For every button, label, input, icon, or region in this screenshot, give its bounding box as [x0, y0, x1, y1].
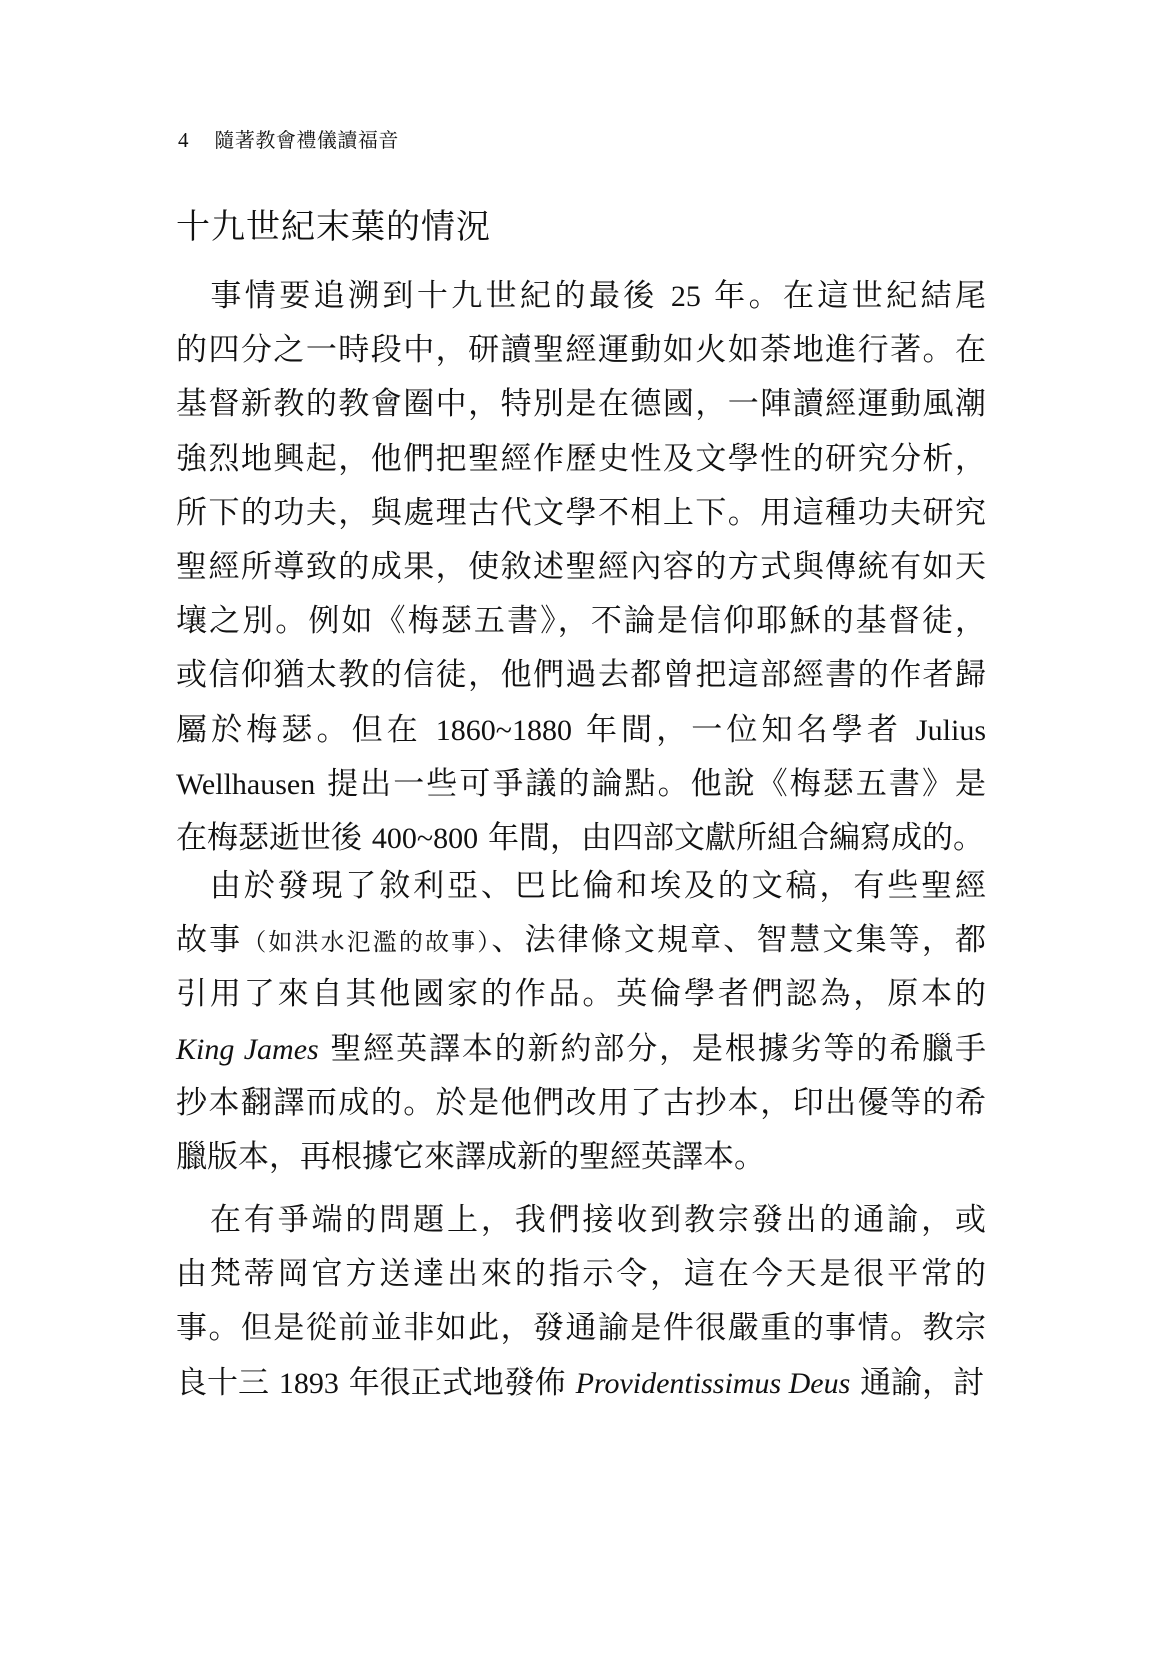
- text-segment: 壤之別。例如《梅瑟五書》，不論是信仰耶穌的基督徒，: [176, 603, 986, 640]
- running-header: [178, 128, 399, 152]
- text-line: [176, 912, 986, 968]
- text-segment: 通諭，討: [850, 1364, 985, 1401]
- text-line: [176, 858, 986, 914]
- text-segment: 基督新教的教會圈中，特別是在德國，一陣讀經運動風潮: [176, 386, 986, 423]
- text-segment: 事。但是從前並非如此，發通諭是件很嚴重的事情。教宗: [176, 1310, 986, 1347]
- text-segment: 強烈地興起，他們把聖經作歷史性及文學性的研究分析，: [176, 440, 986, 477]
- text-segment: 或信仰猶太教的信徒，他們過去都曾把這部經書的作者歸: [176, 657, 986, 694]
- text-segment: 在有爭端的問題上，我們接收到教宗發出的通諭，或: [176, 1202, 986, 1238]
- text-line: [176, 1129, 986, 1185]
- text-segment: 年間，由四部文獻所組合編寫成的。: [478, 820, 984, 856]
- text-segment: 臘版本，再根據它來譯成新的聖經英譯本。: [176, 1139, 765, 1175]
- text-segment: 所下的功夫，與處理古代文學不相上下。用這種功夫研究: [176, 494, 986, 531]
- text-line: [176, 702, 986, 758]
- text-line: [176, 1246, 986, 1302]
- text-segment: 抄本翻譯而成的。於是他們改用了古抄本，印出優等的希: [176, 1084, 986, 1121]
- text-segment: 屬於梅瑟。但在: [176, 711, 436, 748]
- text-line: [176, 593, 986, 649]
- text-segment: 、法律條文規章、智慧文集等，都: [491, 922, 987, 959]
- text-segment: 良十三: [176, 1364, 279, 1401]
- text-segment: 的四分之一時段中，研讀聖經運動如火如荼地進行著。在: [176, 332, 986, 369]
- text-segment: 故事: [176, 922, 243, 959]
- italic-title: Providentissimus Deus: [575, 1366, 851, 1400]
- latin-text: Julius: [915, 713, 986, 747]
- text-segment: 聖經英譯本的新約部分，是根據劣等的希臘手: [318, 1030, 986, 1067]
- text-segment: 年。在這世紀結尾: [700, 278, 986, 314]
- book-title: 隨著教會禮儀讀福音: [214, 128, 399, 152]
- text-segment: 聖經所導致的成果，使敘述聖經內容的方式與傳統有如天: [176, 549, 986, 585]
- section-heading: 十九世紀末葉的情況: [176, 207, 491, 247]
- text-line: [176, 1192, 986, 1248]
- text-line: [176, 376, 986, 432]
- latin-text: 400~800: [371, 822, 479, 855]
- text-segment: 由於發現了敘利亞、巴比倫和埃及的文稿，有些聖經: [176, 868, 986, 904]
- text-segment: 年間，一位知名學者: [572, 711, 916, 748]
- text-line: [176, 485, 986, 541]
- text-segment: 由梵蒂岡官方送達出來的指示令，這在今天是很平常的: [176, 1256, 986, 1293]
- text-line: [176, 1300, 986, 1356]
- text-line: [176, 756, 986, 812]
- italic-title: King James: [176, 1032, 319, 1066]
- latin-text: 1860~1880: [435, 713, 572, 747]
- latin-text: 1893: [278, 1366, 339, 1400]
- parenthetical-note: （如洪水氾濫的故事）: [242, 928, 492, 957]
- text-line: [176, 966, 986, 1022]
- latin-text: Wellhausen: [176, 767, 316, 801]
- text-line: [176, 647, 986, 703]
- text-line: [176, 1075, 986, 1131]
- text-segment: 引用了來自其他國家的作品。英倫學者們認為，原本的: [176, 976, 986, 1013]
- text-line: [176, 268, 986, 324]
- page-number: 4: [178, 128, 189, 152]
- text-segment: 年很正式地發佈: [338, 1364, 576, 1401]
- text-line: [176, 1021, 986, 1077]
- text-segment: 事情要追溯到十九世紀的最後: [176, 278, 671, 314]
- text-segment: 提出一些可爭議的論點。他說《梅瑟五書》是: [315, 765, 986, 802]
- text-segment: 在梅瑟逝世後: [176, 820, 372, 856]
- text-line: [176, 539, 986, 595]
- latin-text: 25: [670, 280, 701, 313]
- text-line: [176, 322, 986, 378]
- text-line: [176, 431, 986, 487]
- text-line: [176, 1355, 986, 1411]
